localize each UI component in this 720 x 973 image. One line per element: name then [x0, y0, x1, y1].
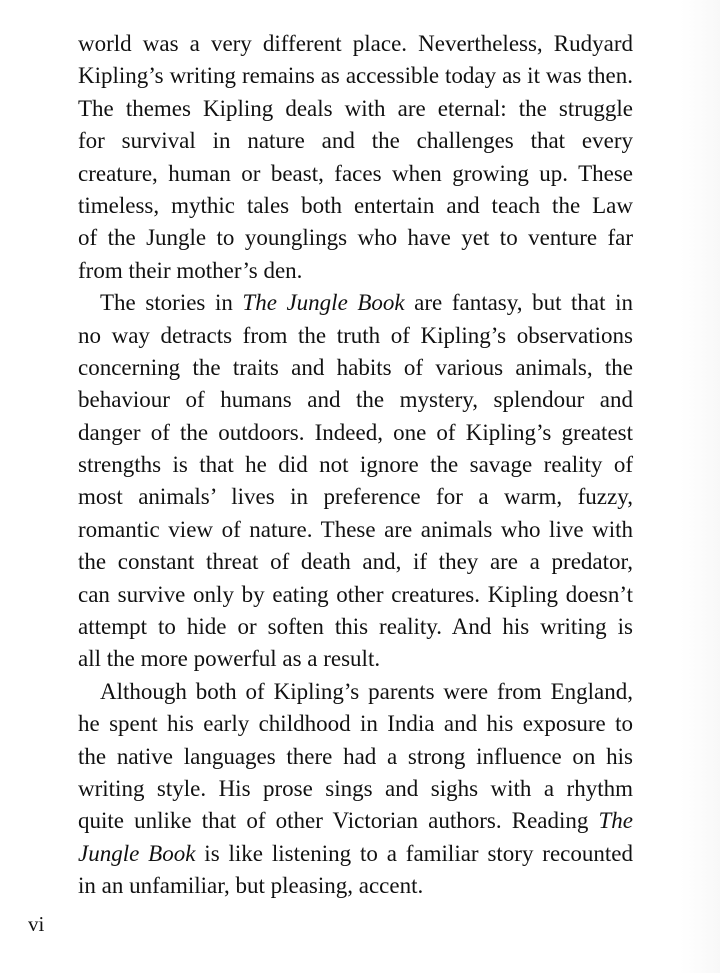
text-line: strengths is that he did not ignore the savage reality of: [78, 452, 633, 478]
text-line: romantic view of nature. These are animals who live with: [78, 516, 633, 542]
text-line: danger of the outdoors. Indeed, one of Kipling’s greatest: [78, 419, 633, 445]
text-line: the native languages there had a strong influence on his: [78, 743, 633, 769]
page-number: vi: [28, 912, 45, 936]
text-line: attempt to hide or soften this reality. And his writing is: [78, 614, 633, 640]
text-line: the constant threat of death and, if they are a predator,: [78, 549, 633, 575]
text-line: from their mother’s den.: [78, 257, 303, 283]
text-line: The stories in The Jungle Book are fantasy, but that in: [100, 290, 633, 316]
text-line: timeless, mythic tales both entertain and teach the Law: [78, 192, 633, 218]
text-line: quite unlike that of other Victorian authors. Reading The: [78, 808, 633, 834]
text-line: most animals’ lives in preference for a warm, fuzzy,: [78, 484, 633, 510]
paragraph-2: [78, 287, 633, 676]
paragraph-3: [78, 676, 633, 903]
text-line: creature, human or beast, faces when growing up. These: [78, 160, 633, 186]
text-line: he spent his early childhood in India and his exposure to: [78, 711, 633, 737]
text-line: Jungle Book is like listening to a familiar story recounted: [78, 840, 633, 866]
text-line: concerning the traits and habits of various animals, the: [78, 354, 633, 380]
text-line: in an unfamiliar, but pleasing, accent.: [78, 873, 424, 899]
text-line: no way detracts from the truth of Kipling’s observations: [78, 322, 633, 348]
text-line: Although both of Kipling’s parents were from England,: [100, 678, 633, 704]
text-line: The themes Kipling deals with are eternal: the struggle: [78, 95, 633, 121]
body-text: [78, 28, 633, 903]
text-line: can survive only by eating other creatures. Kipling doesn’t: [78, 581, 633, 607]
page-edge-shadow: [680, 0, 720, 973]
text-line: behaviour of humans and the mystery, splendour and: [78, 387, 633, 413]
text-line: for survival in nature and the challenges that every: [78, 128, 633, 154]
text-line: of the Jungle to younglings who have yet to venture far: [78, 225, 633, 251]
paragraph-1: [78, 28, 633, 287]
text-line: writing style. His prose sings and sighs with a rhythm: [78, 775, 633, 801]
text-line: Kipling’s writing remains as accessible today as it was then.: [78, 63, 633, 89]
text-line: world was a very different place. Nevertheless, Rudyard: [78, 31, 633, 56]
text-line: all the more powerful as a result.: [78, 646, 381, 672]
